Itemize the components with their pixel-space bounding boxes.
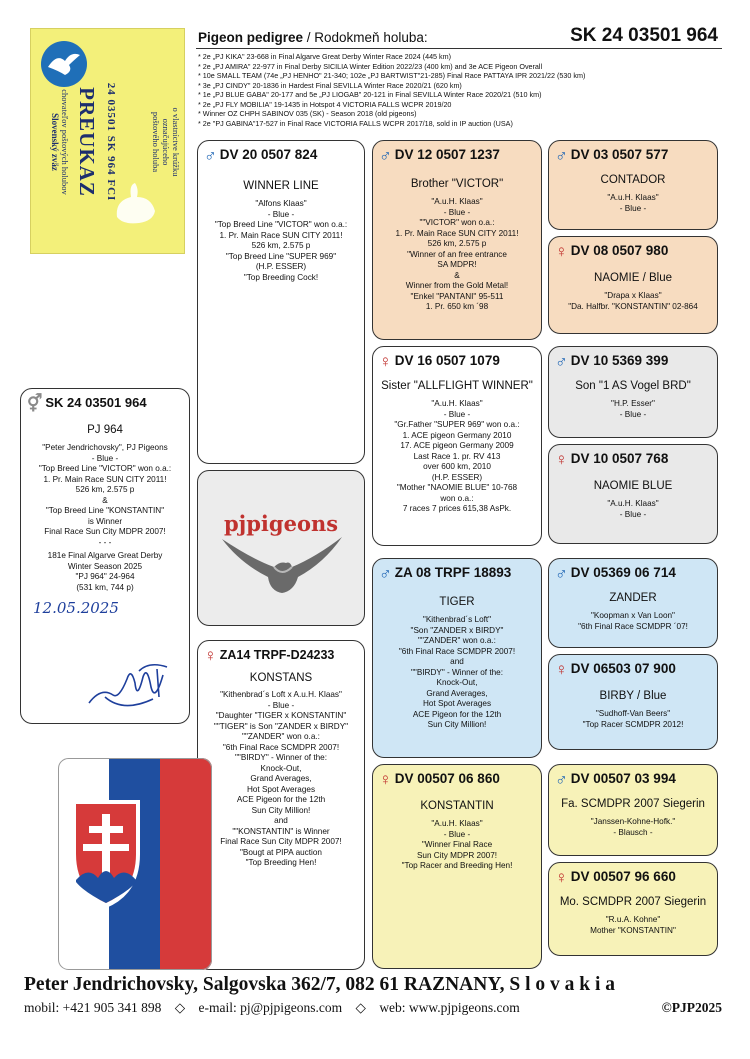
pigeon-line: "Daughter "TIGER x KONSTANTIN" xyxy=(215,711,347,721)
female-icon: ♀ xyxy=(555,242,568,261)
pigeon-ring xyxy=(549,445,717,471)
ring-card-side-line: označujúceho xyxy=(161,118,171,166)
female-icon: ♀ xyxy=(555,868,568,887)
pigeon-name: KONSTANTIN xyxy=(420,799,494,812)
pigeon-name: TIGER xyxy=(439,595,475,608)
pigeon-ring xyxy=(549,237,717,263)
pigeon-line: Hot Spot Averages xyxy=(422,699,492,709)
pigeon-line: "Son "ZANDER x BIRDY" xyxy=(410,625,504,635)
male-icon: ♂ xyxy=(555,770,568,789)
pigeon-line: 526 km, 2.575 p xyxy=(251,241,311,251)
female-icon: ♀ xyxy=(379,770,392,789)
page-title xyxy=(198,30,428,45)
pigeon-line: 7 races 7 prices 615,38 AsPk. xyxy=(402,504,512,514)
pigeon-line: 1. Pr. Main Race SUN CITY 2011! xyxy=(219,230,343,240)
pigeon-line: Sun City Million! xyxy=(251,805,311,815)
pigeon-line: 1. ACE pigeon Germany 2010 xyxy=(402,430,512,440)
pigeon-line: "Top Racer SCMDPR 2012! xyxy=(582,719,684,729)
pigeon-line: "Kithenbrad´s Loft x A.u.H. Klaas" xyxy=(220,690,342,700)
subject-card xyxy=(20,388,190,724)
pigeon-line: "Winner of an free entrance xyxy=(407,249,507,259)
pigeon-line: Winner from the Gold Metal! xyxy=(405,281,509,291)
pigeon-line: ""ZANDER" won o.a.: xyxy=(418,636,496,646)
pigeon-name: Sister "ALLFLIGHT WINNER" xyxy=(381,379,533,392)
pigeon-line: ""VICTOR" won o.a.: xyxy=(419,218,495,228)
male-icon: ♂ xyxy=(379,564,392,583)
pigeon-card-ff xyxy=(372,140,542,340)
pigeon-card-mff xyxy=(548,558,718,648)
subject-line: - - - xyxy=(98,537,112,547)
pigeon-ring-text: DV 00507 96 660 xyxy=(570,869,676,884)
achievements-list xyxy=(198,52,728,129)
header-ring: SK 24 03501 964 xyxy=(570,25,718,46)
pigeon-line: "A.u.H. Klaas" xyxy=(431,197,483,207)
pigeon-line: "R.u.A. Kohne" xyxy=(605,915,661,925)
pigeon-name: ZANDER xyxy=(609,591,657,604)
pigeon-card-mm xyxy=(372,764,542,969)
pigeon-name: KONSTANS xyxy=(249,671,313,684)
pigeon-ring-text: DV 10 0507 768 xyxy=(570,451,669,466)
pigeon-line: "Koopman x Van Loon" xyxy=(591,611,675,621)
pigeon-line: & xyxy=(454,270,460,280)
ring-card-org-line: Slovenský zväz xyxy=(50,113,60,171)
pigeon-line: (H.P. ESSER) xyxy=(255,262,307,272)
pigeon-ring-text: DV 16 0507 1079 xyxy=(394,353,500,368)
footer-contacts xyxy=(24,1000,520,1016)
subject-line: "PJ 964" 24-964 xyxy=(75,572,135,582)
achievement-item: * 2e „PJ KIKA" 23-668 in Final Algarve Great Derby Winter Race 2024 (445 km) xyxy=(198,52,452,61)
pigeon-line: 1. Pr. Main Race SUN CITY 2011! xyxy=(395,228,519,238)
footer-web[interactable]: web: www.pjpigeons.com xyxy=(379,1000,520,1015)
pigeon-card-fmm xyxy=(548,444,718,544)
footer-address: Peter Jendrichovsky, Salgovska 362/7, 082 61 RAZNANY, S l o v a k i a xyxy=(24,974,616,995)
pigeon-ring-text: DV 00507 06 860 xyxy=(394,771,500,786)
achievement-item: * 1e „PJ BLUE GABA" 20-177 and 5e „PJ LIOGAB" 20-121 in Final SEVILLA Winter Race 2020/21 (510 km) xyxy=(198,90,542,100)
pigeon-line: (H.P. ESSER) xyxy=(431,472,483,482)
pigeon-line: Last Race 1. pr. RV 413 xyxy=(413,451,501,461)
achievement-item: * 2e „PJ FLY MOBILIA" 19-1435 in Hotspot 4 VICTORIA FALLS WCPR 2019/20 xyxy=(198,99,452,109)
pigeon-ring xyxy=(373,141,541,167)
pigeon-line: ACE Pigeon for the 12th xyxy=(236,795,326,805)
pigeon-line: Sun City MDPR 2007! xyxy=(416,850,498,860)
pigeon-line: 1. Pr. 650 km ´98 xyxy=(425,302,489,312)
pigeon-line: "A.u.H. Klaas" xyxy=(607,193,659,203)
subject-line: "Top Breed Line "VICTOR" won o.a.: xyxy=(38,464,172,474)
pigeon-name: Son "1 AS Vogel BRD" xyxy=(575,379,691,392)
pigeon-line: - Blue - xyxy=(267,209,295,219)
pigeon-line: "A.u.H. Klaas" xyxy=(607,499,659,509)
pigeon-line: Final Race Sun City MDPR 2007! xyxy=(220,837,342,847)
male-icon: ♂ xyxy=(555,146,568,165)
pigeon-line: won o.a.: xyxy=(440,493,474,503)
pigeon-line: "A.u.H. Klaas" xyxy=(431,819,483,829)
ring-card-number: 24 03501 SK 964 FCI xyxy=(105,82,117,202)
pigeon-line: "Top Racer and Breeding Hen! xyxy=(401,861,513,871)
footer-copyright: ©PJP2025 xyxy=(661,1000,722,1015)
pigeon-name: CONTADOR xyxy=(600,173,666,186)
subject-line: 526 km, 2.575 p xyxy=(75,485,135,495)
pigeon-line: and xyxy=(450,657,464,667)
pigeon-card-mmm xyxy=(548,862,718,956)
pigeon-line: - Blue - xyxy=(619,509,647,519)
pigeon-name: BIRBY / Blue xyxy=(599,689,667,702)
pigeon-line: "Top Breed Line "SUPER 969" xyxy=(225,251,337,261)
male-icon: ♂ xyxy=(379,146,392,165)
female-icon: ♀ xyxy=(555,450,568,469)
achievement-item: * 2e "PJ GABINA"17-527 in Final Race VICTORIA FALLS WCPR 2017/18, sold in IP auction (USA) xyxy=(198,119,513,129)
pigeon-line: ""ZANDER" won o.a.: xyxy=(242,732,320,742)
pigeon-line: "Alfons Klaas" xyxy=(255,199,307,209)
header xyxy=(196,25,722,49)
subject-line: - Blue - xyxy=(91,453,119,463)
pigeon-ring xyxy=(373,765,541,791)
pigeon-line: "6th Final Race SCMDPR ´07! xyxy=(578,621,688,631)
pigeon-line: Grand Averages, xyxy=(426,688,488,698)
pigeon-ring xyxy=(549,655,717,681)
pigeon-card-fff xyxy=(548,140,718,230)
pigeon-ring-text: ZA 08 TRPF 18893 xyxy=(394,565,512,580)
pigeon-line: - Blue - xyxy=(443,409,471,419)
slovak-flag xyxy=(58,758,212,970)
ring-card xyxy=(30,28,185,254)
female-icon: ♀ xyxy=(204,646,217,665)
pigeon-name: WINNER LINE xyxy=(243,179,319,192)
achievement-item: * 10e SMALL TEAM (74e „PJ HENHO" 21-340; 102e „PJ BARTWIST"21-285) Final Race PATTAYA IPR 2021/22 (530 km) xyxy=(198,71,586,81)
pigeon-line: "Mother "NAOMIE BLUE" 10-768 xyxy=(396,483,518,493)
logo-pigeon-icon xyxy=(218,533,346,597)
page-title-bold: Pigeon pedigree xyxy=(198,30,304,45)
footer-separator: ◇ xyxy=(355,1000,366,1015)
pigeon-line: and xyxy=(274,816,288,826)
pigeon-ring xyxy=(549,141,717,167)
pigeon-line: - Blue - xyxy=(619,203,647,213)
male-icon: ♂ xyxy=(555,352,568,371)
pigeon-line: "Gr.Father "SUPER 969" won o.a.: xyxy=(394,420,520,430)
pigeon-name: NAOMIE / Blue xyxy=(594,271,672,284)
pigeon-ring-text: DV 10 5369 399 xyxy=(570,353,669,368)
pigeon-line: SA MDPR! xyxy=(437,260,477,270)
pigeon-line: - Blausch - xyxy=(613,827,653,837)
subject-line: & xyxy=(102,495,108,505)
pigeon-ring-text: DV 05369 06 714 xyxy=(570,565,676,580)
pigeon-line: Grand Averages, xyxy=(250,774,312,784)
subject-line: Winter Season 2025 xyxy=(67,561,143,571)
pigeon-card-fm xyxy=(372,346,542,546)
pigeon-line: Knock-Out, xyxy=(260,763,302,773)
pigeon-line: "Top Breed Line "VICTOR" won o.a.: xyxy=(214,220,348,230)
pigeon-card-father xyxy=(197,140,365,464)
ring-card-org-line: chovateľov poštových holubov xyxy=(60,89,70,195)
handwritten-date: 12.05.2025 xyxy=(33,599,119,618)
male-icon: ♂ xyxy=(555,564,568,583)
pigeon-line: - Blue - xyxy=(443,829,471,839)
pigeon-card-mf xyxy=(372,558,542,758)
subject-line: "Peter Jendrichovsky", PJ Pigeons xyxy=(42,443,168,453)
pigeon-line: "H.P. Esser" xyxy=(611,399,655,409)
pigeon-ring-text: DV 20 0507 824 xyxy=(219,147,318,162)
pigeon-card-mother xyxy=(197,640,365,970)
pigeon-ring-text: ZA14 TRPF-D24233 xyxy=(219,648,335,662)
pigeon-line: "A.u.H. Klaas" xyxy=(431,399,483,409)
female-icon: ♀ xyxy=(379,352,392,371)
pigeon-line: "Da. Halfbr. "KONSTANTIN" 02-864 xyxy=(568,301,698,311)
page-title-rest: / Rodokmeň holuba: xyxy=(303,30,428,45)
pigeon-line: "Kithenbrad´s Loft" xyxy=(422,615,492,625)
pigeon-card-mfm xyxy=(548,654,718,750)
subject-line: is Winner xyxy=(87,516,123,526)
pigeon-line: Knock-Out, xyxy=(436,678,478,688)
subject-ring-text: SK 24 03501 964 xyxy=(45,395,147,410)
pigeon-line: "6th Final Race SCMDPR 2007! xyxy=(222,742,340,752)
subject-line: 181e Final Algarve Great Derby xyxy=(47,551,163,561)
pigeon-line: 526 km, 2.575 p xyxy=(427,239,487,249)
pigeon-card-mmf xyxy=(548,764,718,856)
pigeon-ring xyxy=(198,641,364,667)
female-icon: ♀ xyxy=(555,660,568,679)
pigeon-name: NAOMIE BLUE xyxy=(593,479,673,492)
pigeon-ring-text: DV 03 0507 577 xyxy=(570,147,669,162)
subject-line: "Top Breed Line "KONSTANTIN" xyxy=(45,506,165,516)
pigeon-ring xyxy=(549,863,717,889)
pigeon-line: "Janssen-Kohne-Hofk." xyxy=(590,817,676,827)
pigeon-card-fmf xyxy=(548,346,718,438)
ring-card-hare-icon xyxy=(109,181,161,227)
pigeon-line: "Bougt at PIPA auction xyxy=(240,847,322,857)
achievement-item: * 2e „PJ AMIRA" 22-977 in Final Derby SICILIA Winter Edition 2022/23 (400 km) and 3e ACE Pigeon Overall xyxy=(198,61,543,71)
pigeon-line: ""BIRDY" - Winner of the: xyxy=(235,753,327,763)
pigeon-line: "6th Final Race SCMDPR 2007! xyxy=(398,646,516,656)
pigeon-line: - Blue - xyxy=(619,409,647,419)
pigeon-line: "Winner Final Race xyxy=(421,840,493,850)
pigeon-ring xyxy=(198,141,364,167)
subject-line: Final Race Sun City MDPR 2007! xyxy=(44,527,166,537)
ring-card-title: PREUKAZ xyxy=(75,87,99,197)
pigeon-line: over 600 km, 2010 xyxy=(423,462,491,472)
subject-name: PJ 964 xyxy=(87,423,123,436)
pigeon-line: "Enkel "PANTANI" 95-511 xyxy=(410,291,504,301)
pigeon-ring xyxy=(549,347,717,373)
footer-email[interactable]: e-mail: pj@pjpigeons.com xyxy=(198,1000,343,1015)
footer-mobile: mobil: +421 905 341 898 xyxy=(24,1000,162,1015)
pigeon-line: Hot Spot Averages xyxy=(246,784,316,794)
ring-card-side-line: o vlastníctve krúžku xyxy=(171,107,181,177)
pigeon-line: 17. ACE pigeon Germany 2009 xyxy=(400,441,514,451)
pigeon-line: ""KONSTANTIN" is Winner xyxy=(232,826,330,836)
pigeon-line: ACE Pigeon for the 12th xyxy=(412,709,502,719)
male-icon: ♂ xyxy=(204,146,217,165)
signature xyxy=(83,657,175,715)
pigeon-name: Fa. SCMDPR 2007 Siegerin xyxy=(561,797,705,810)
subject-ring xyxy=(21,389,189,415)
pigeon-ring-text: DV 08 0507 980 xyxy=(570,243,669,258)
pigeon-line: "Sudhoff-Van Beers" xyxy=(595,709,671,719)
pigeon-line: - Blue - xyxy=(443,207,471,217)
pigeon-ring-text: DV 06503 07 900 xyxy=(570,661,676,676)
pigeon-ring xyxy=(373,347,541,373)
pigeon-ring xyxy=(549,765,717,791)
pigeon-ring-text: DV 12 0507 1237 xyxy=(394,147,500,162)
pigeon-ring-text: DV 00507 03 994 xyxy=(570,771,676,786)
pigeon-line: "Top Breeding Hen! xyxy=(245,858,317,868)
pigeon-line: ""BIRDY" - Winner of the: xyxy=(411,667,503,677)
pigeon-line: Mother "KONSTANTIN" xyxy=(590,925,676,935)
achievement-item: * 3e „PJ CINDY" 20-1836 in Hardest Final SEVILLA Winter Race 2020/21 (620 km) xyxy=(198,80,462,90)
logo-box xyxy=(197,470,365,626)
achievement-item: * Winner OZ CHPH SABINOV 035 (SK) - Season 2018 (old pigeons) xyxy=(198,109,417,119)
pigeon-line: "Drapa x Klaas" xyxy=(604,291,662,301)
pigeon-line: "Top Breeding Cock! xyxy=(243,272,319,282)
pigeon-name: Mo. SCMDPR 2007 Siegerin xyxy=(559,895,707,908)
hermaphrodite-icon: ⚥ xyxy=(27,394,43,413)
pigeon-ring xyxy=(549,559,717,585)
pigeon-name: Brother "VICTOR" xyxy=(410,177,504,190)
logo-text: pjpigeons xyxy=(223,511,339,536)
subject-line: 1. Pr. Main Race SUN CITY 2011! xyxy=(43,474,167,484)
pigeon-line: Sun City Million! xyxy=(427,720,487,730)
footer-separator: ◇ xyxy=(174,1000,186,1015)
pigeon-ring xyxy=(373,559,541,585)
ring-card-side-line: poštového holuba xyxy=(151,111,161,173)
pigeon-line: ""TIGER" is Son "ZANDER x BIRDY" xyxy=(213,721,349,731)
subject-line: (531 km, 744 p) xyxy=(76,582,134,592)
pigeon-card-ffm xyxy=(548,236,718,334)
footer xyxy=(0,970,750,1030)
pigeon-line: - Blue - xyxy=(267,700,295,710)
